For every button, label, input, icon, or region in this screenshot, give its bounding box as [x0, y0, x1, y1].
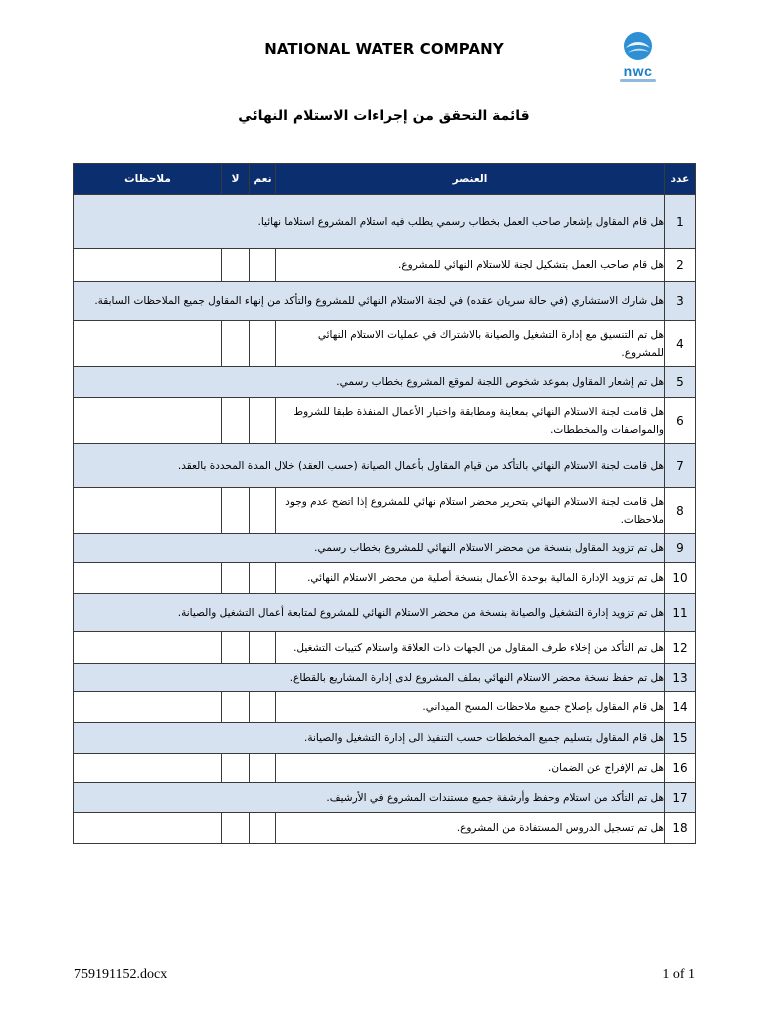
- yes-checkbox-cell[interactable]: [250, 692, 276, 723]
- table-row: [74, 783, 696, 813]
- checklist-item-text: هل تم تزويد المقاول بنسخة من محضر الاستلام النهائي للمشروع بخطاب رسمي.: [74, 534, 665, 563]
- notes-cell[interactable]: [74, 488, 222, 534]
- checklist-item-text: هل قام صاحب العمل بتشكيل لجنة للاستلام النهائي للمشروع.: [276, 249, 665, 282]
- table-row: [74, 444, 696, 488]
- row-number: 8: [665, 488, 696, 534]
- table-row: [74, 488, 696, 534]
- row-number: 7: [665, 444, 696, 488]
- row-number: 11: [665, 594, 696, 632]
- notes-cell[interactable]: [74, 563, 222, 594]
- row-number: 9: [665, 534, 696, 563]
- footer-filename: 759191152.docx: [74, 967, 168, 982]
- checklist-item-text: هل قام المقاول بإصلاح جميع ملاحظات المسح الميداني.: [276, 692, 665, 723]
- row-number: 4: [665, 321, 696, 367]
- checklist-item-text: هل قامت لجنة الاستلام النهائي بتحرير محضر استلام نهائي للمشروع إذا اتضح عدم وجود ملاحظات.: [276, 488, 665, 534]
- footer-page-number: 1 of 1: [662, 967, 695, 982]
- notes-cell[interactable]: [74, 632, 222, 664]
- row-number: 5: [665, 367, 696, 398]
- yes-checkbox-cell[interactable]: [250, 488, 276, 534]
- column-header-yes: نعم: [250, 164, 276, 195]
- row-number: 14: [665, 692, 696, 723]
- no-checkbox-cell[interactable]: [222, 754, 250, 783]
- table-row: [74, 754, 696, 783]
- row-number: 2: [665, 249, 696, 282]
- no-checkbox-cell[interactable]: [222, 249, 250, 282]
- notes-cell[interactable]: [74, 692, 222, 723]
- water-drop-icon: [616, 30, 660, 64]
- yes-checkbox-cell[interactable]: [250, 249, 276, 282]
- column-header-item: العنصر: [276, 164, 665, 195]
- no-checkbox-cell[interactable]: [222, 632, 250, 664]
- checklist-item-text: هل تم تزويد الإدارة المالية بوحدة الأعمال بنسخة أصلية من محضر الاستلام النهائي.: [276, 563, 665, 594]
- checklist-item-text: هل قامت لجنة الاستلام النهائي بالتأكد من قيام المقاول بأعمال الصيانة (حسب العقد) خلال المدة المحددة بالعقد.: [74, 444, 665, 488]
- table-row: [74, 195, 696, 249]
- row-number: 17: [665, 783, 696, 813]
- table-row: [74, 813, 696, 844]
- table-row: [74, 249, 696, 282]
- column-header-notes: ملاحظات: [74, 164, 222, 195]
- checklist-item-text: هل تم الإفراج عن الضمان.: [276, 754, 665, 783]
- table-row: [74, 723, 696, 754]
- yes-checkbox-cell[interactable]: [250, 754, 276, 783]
- table-row: [74, 321, 696, 367]
- checklist-item-text: هل تم تزويد إدارة التشغيل والصيانة بنسخة من محضر الاستلام النهائي للمشروع لمتابعة أعمال التشغيل والصيانة.: [74, 594, 665, 632]
- yes-checkbox-cell[interactable]: [250, 632, 276, 664]
- nwc-logo: [616, 30, 660, 92]
- row-number: 18: [665, 813, 696, 844]
- checklist-item-text: هل تم تسجيل الدروس المستفادة من المشروع.: [276, 813, 665, 844]
- checklist-item-text: هل قام المقاول بتسليم جميع المخططات حسب التنفيذ الى إدارة التشغيل والصيانة.: [74, 723, 665, 754]
- row-number: 6: [665, 398, 696, 444]
- checklist-item-text: هل شارك الاستشاري (في حالة سريان عقده) في لجنة الاستلام النهائي للمشروع والتأكد من إنهاء المقاول جميع الملاحظات السابقة.: [74, 282, 665, 321]
- notes-cell[interactable]: [74, 249, 222, 282]
- row-number: 13: [665, 664, 696, 692]
- no-checkbox-cell[interactable]: [222, 398, 250, 444]
- table-row: [74, 563, 696, 594]
- no-checkbox-cell[interactable]: [222, 488, 250, 534]
- table-row: [74, 534, 696, 563]
- checklist-item-text: هل تم إشعار المقاول بموعد شخوص اللجنة لموقع المشروع بخطاب رسمي.: [74, 367, 665, 398]
- notes-cell[interactable]: [74, 398, 222, 444]
- table-row: [74, 594, 696, 632]
- checklist-item-text: هل تم التأكد من استلام وحفظ وأرشفة جميع مستندات المشروع في الأرشيف.: [74, 783, 665, 813]
- table-row: [74, 282, 696, 321]
- table-row: [74, 367, 696, 398]
- checklist-item-text: هل تم التأكد من إخلاء طرف المقاول من الجهات ذات العلاقة واستلام كتيبات التشغيل.: [276, 632, 665, 664]
- row-number: 10: [665, 563, 696, 594]
- table-header-row: [74, 164, 696, 195]
- table-row: [74, 664, 696, 692]
- yes-checkbox-cell[interactable]: [250, 563, 276, 594]
- yes-checkbox-cell[interactable]: [250, 321, 276, 367]
- table-row: [74, 398, 696, 444]
- yes-checkbox-cell[interactable]: [250, 398, 276, 444]
- checklist-item-text: هل تم حفظ نسخة محضر الاستلام النهائي بملف المشروع لدى إدارة المشاريع بالقطاع.: [74, 664, 665, 692]
- row-number: 12: [665, 632, 696, 664]
- column-header-no: لا: [222, 164, 250, 195]
- company-name: NATIONAL WATER COMPANY: [264, 40, 504, 58]
- checklist-item-text: هل قام المقاول بإشعار صاحب العمل بخطاب رسمي يطلب فيه استلام المشروع استلاما نهائيا.: [74, 195, 665, 249]
- logo-text: nwc: [623, 63, 653, 79]
- checklist-item-text: هل تم التنسيق مع إدارة التشغيل والصيانة بالاشتراك في عمليات الاستلام النهائي للمشروع.: [276, 321, 665, 367]
- row-number: 3: [665, 282, 696, 321]
- row-number: 1: [665, 195, 696, 249]
- notes-cell[interactable]: [74, 813, 222, 844]
- checklist-table: [73, 163, 696, 844]
- table-row: [74, 692, 696, 723]
- logo-underline: [620, 79, 656, 82]
- page-title: قائمة التحقق من إجراءات الاستلام النهائي: [238, 108, 530, 124]
- column-header-number: عدد: [665, 164, 696, 195]
- notes-cell[interactable]: [74, 754, 222, 783]
- table-row: [74, 632, 696, 664]
- checklist-item-text: هل قامت لجنة الاستلام النهائي بمعاينة ومطابقة واختبار الأعمال المنفذة طبقا للشروط والمواصفات والمخططات.: [276, 398, 665, 444]
- no-checkbox-cell[interactable]: [222, 321, 250, 367]
- table-body: [74, 195, 696, 844]
- no-checkbox-cell[interactable]: [222, 813, 250, 844]
- row-number: 15: [665, 723, 696, 754]
- row-number: 16: [665, 754, 696, 783]
- no-checkbox-cell[interactable]: [222, 563, 250, 594]
- yes-checkbox-cell[interactable]: [250, 813, 276, 844]
- notes-cell[interactable]: [74, 321, 222, 367]
- no-checkbox-cell[interactable]: [222, 692, 250, 723]
